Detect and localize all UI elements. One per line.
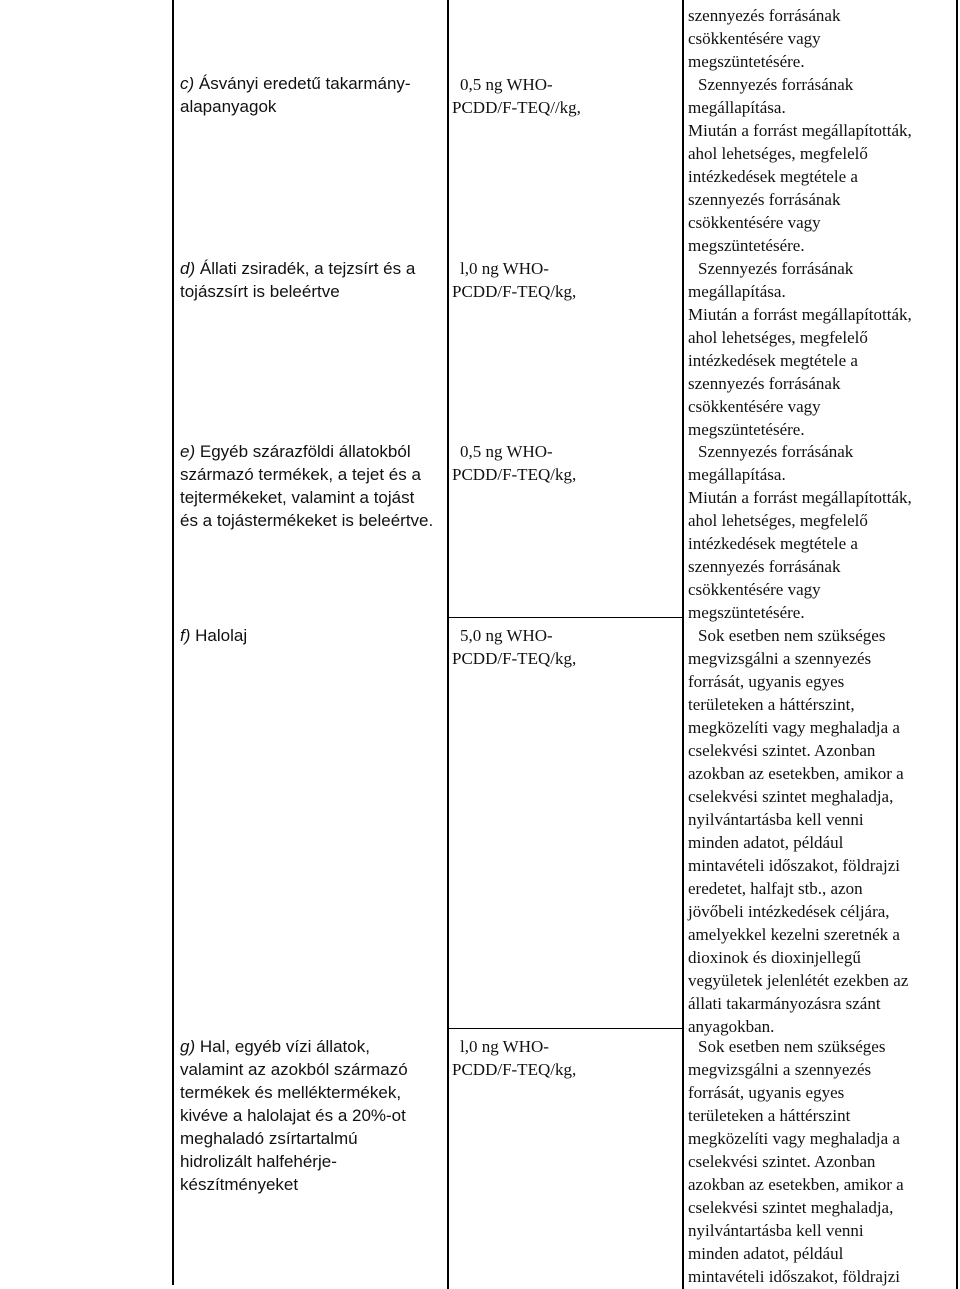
text-line bbox=[180, 257, 442, 280]
text-line: nyilvántartásba kell venni bbox=[688, 1221, 864, 1240]
row-e-action bbox=[688, 440, 956, 624]
table-left-border bbox=[172, 0, 174, 1285]
row-c-action bbox=[688, 73, 956, 257]
text-line: szennyezés forrásának bbox=[688, 374, 841, 393]
row-letter: d) bbox=[180, 259, 196, 278]
row-d-limit bbox=[452, 257, 678, 303]
text-line: intézkedések megtétele a bbox=[688, 351, 858, 370]
text-line: kivéve a halolajat és a 20%-ot bbox=[180, 1106, 406, 1125]
text-line: Szennyezés forrásának bbox=[698, 259, 854, 278]
text-line: megvizsgálni a szennyezés bbox=[688, 649, 872, 668]
text-line: szennyezés forrásának bbox=[688, 6, 841, 25]
text-line: Sok esetben nem szükséges bbox=[698, 1037, 886, 1056]
row-c-limit bbox=[452, 73, 678, 119]
row-c-category bbox=[180, 72, 442, 118]
text-line: PCDD/F-TEQ/kg, bbox=[452, 649, 577, 668]
text-line: l,0 ng WHO- bbox=[460, 259, 549, 278]
text-line: területeken a háttérszint bbox=[688, 1106, 851, 1125]
row-d-category bbox=[180, 257, 442, 303]
row-g-category bbox=[180, 1035, 442, 1196]
text-line: azokban az esetekben, amikor a bbox=[688, 764, 904, 783]
text-line: ahol lehetséges, megfelelő bbox=[688, 511, 868, 530]
text-line: PCDD/F-TEQ/kg, bbox=[452, 465, 577, 484]
text-line: hidrolizált halfehérje- bbox=[180, 1152, 337, 1171]
text-line: csökkentésére vagy bbox=[688, 213, 821, 232]
row-letter: f) bbox=[180, 626, 191, 645]
text-line: megközelíti vagy meghaladja a bbox=[688, 1129, 900, 1148]
text-line: ahol lehetséges, megfelelő bbox=[688, 144, 868, 163]
text-line: Sok esetben nem szükséges bbox=[698, 626, 886, 645]
text-line: megszüntetésére. bbox=[688, 603, 805, 622]
text-line: tojászsírt is beleértve bbox=[180, 282, 340, 301]
text-line: l,0 ng WHO- bbox=[460, 1037, 549, 1056]
row-d-action bbox=[688, 257, 956, 441]
text-line: forrását, ugyanis egyes bbox=[688, 1083, 845, 1102]
row-f-action bbox=[688, 624, 956, 1038]
text-line: megközelíti vagy meghaladja a bbox=[688, 718, 900, 737]
text-line: meghaladó zsírtartalmú bbox=[180, 1129, 358, 1148]
text-line: intézkedések megtétele a bbox=[688, 534, 858, 553]
text-line: minden adatot, például bbox=[688, 833, 844, 852]
text-line: azokban az esetekben, amikor a bbox=[688, 1175, 904, 1194]
text-line: megállapítása. bbox=[688, 282, 786, 301]
text-line: Miután a forrást megállapították, bbox=[688, 305, 912, 324]
row-letter: e) bbox=[180, 442, 196, 461]
text-line: megállapítása. bbox=[688, 98, 786, 117]
row-g-action bbox=[688, 1035, 956, 1288]
text-line: vegyületek jelenlétét ezekben az bbox=[688, 971, 909, 990]
text-line: Szennyezés forrásának bbox=[698, 75, 854, 94]
text-line: Szennyezés forrásának bbox=[698, 442, 854, 461]
text-line: Állati zsiradék, a tejzsírt és a bbox=[199, 259, 416, 278]
column-divider-1 bbox=[447, 0, 449, 1289]
text-line: csökkentésére vagy bbox=[688, 29, 821, 48]
text-line: megszüntetésére. bbox=[688, 52, 805, 71]
text-line: szennyezés forrásának bbox=[688, 190, 841, 209]
text-line: PCDD/F-TEQ//kg, bbox=[452, 98, 581, 117]
text-line: csökkentésére vagy bbox=[688, 580, 821, 599]
text-line: készítményeket bbox=[180, 1175, 299, 1194]
text-line: intézkedések megtétele a bbox=[688, 167, 858, 186]
text-line bbox=[180, 72, 442, 95]
text-line: Ásványi eredetű takarmány- bbox=[198, 74, 411, 93]
text-line: PCDD/F-TEQ/kg, bbox=[452, 282, 577, 301]
text-line: 0,5 ng WHO- bbox=[460, 75, 553, 94]
text-line: mintavételi időszakot, földrajzi bbox=[688, 1267, 900, 1286]
previous-row-action bbox=[688, 4, 956, 73]
text-line: Hal, egyéb vízi állatok, bbox=[199, 1037, 370, 1056]
text-line: nyilvántartásba kell venni bbox=[688, 810, 864, 829]
text-line: megállapítása. bbox=[688, 465, 786, 484]
text-line: dioxinok és dioxinjellegű bbox=[688, 948, 861, 967]
text-line: valamint az azokból származó bbox=[180, 1060, 408, 1079]
text-line: és a tojástermékeket is beleértve. bbox=[180, 511, 434, 530]
text-line: csökkentésére vagy bbox=[688, 397, 821, 416]
row-f-limit bbox=[452, 624, 678, 670]
text-line: származó termékek, a tejet és a bbox=[180, 465, 421, 484]
row-letter: c) bbox=[180, 74, 195, 93]
text-line: alapanyagok bbox=[180, 97, 277, 116]
text-line: mintavételi időszakot, földrajzi bbox=[688, 856, 900, 875]
text-line: szennyezés forrásának bbox=[688, 557, 841, 576]
row-divider bbox=[447, 1028, 683, 1029]
text-line: megszüntetésére. bbox=[688, 420, 805, 439]
row-g-limit bbox=[452, 1035, 678, 1081]
text-line: megszüntetésére. bbox=[688, 236, 805, 255]
text-line: PCDD/F-TEQ/kg, bbox=[452, 1060, 577, 1079]
table-right-border bbox=[956, 0, 958, 1289]
row-divider bbox=[447, 617, 683, 618]
text-line: Miután a forrást megállapították, bbox=[688, 121, 912, 140]
text-line: forrását, ugyanis egyes bbox=[688, 672, 845, 691]
text-line: területeken a háttérszint, bbox=[688, 695, 855, 714]
text-line: cselekvési szintet meghaladja, bbox=[688, 1198, 894, 1217]
text-line: anyagokban. bbox=[688, 1017, 775, 1036]
row-e-category bbox=[180, 440, 442, 532]
row-letter: g) bbox=[180, 1037, 196, 1056]
text-line: állati takarmányozásra szánt bbox=[688, 994, 881, 1013]
text-line: cselekvési szintet. Azonban bbox=[688, 1152, 876, 1171]
column-divider-2 bbox=[682, 0, 684, 1289]
text-line: Miután a forrást megállapították, bbox=[688, 488, 912, 507]
text-line: 5,0 ng WHO- bbox=[460, 626, 553, 645]
row-e-limit bbox=[452, 440, 678, 486]
text-line bbox=[180, 624, 442, 647]
text-line: Halolaj bbox=[195, 626, 248, 645]
text-line: 0,5 ng WHO- bbox=[460, 442, 553, 461]
text-line: ahol lehetséges, megfelelő bbox=[688, 328, 868, 347]
text-line: cselekvési szintet meghaladja, bbox=[688, 787, 894, 806]
text-line: minden adatot, például bbox=[688, 1244, 844, 1263]
text-line: eredetet, halfajt stb., azon bbox=[688, 879, 863, 898]
text-line bbox=[180, 1035, 442, 1058]
text-line: jövőbeli intézkedések céljára, bbox=[688, 902, 890, 921]
text-line: tejtermékeket, valamint a tojást bbox=[180, 488, 415, 507]
text-line: amelyekkel kezelni szeretnék a bbox=[688, 925, 900, 944]
text-line: Egyéb szárazföldi állatokból bbox=[199, 442, 411, 461]
text-line bbox=[180, 440, 442, 463]
row-f-category bbox=[180, 624, 442, 647]
text-line: termékek és melléktermékek, bbox=[180, 1083, 402, 1102]
text-line: megvizsgálni a szennyezés bbox=[688, 1060, 872, 1079]
text-line: cselekvési szintet. Azonban bbox=[688, 741, 876, 760]
